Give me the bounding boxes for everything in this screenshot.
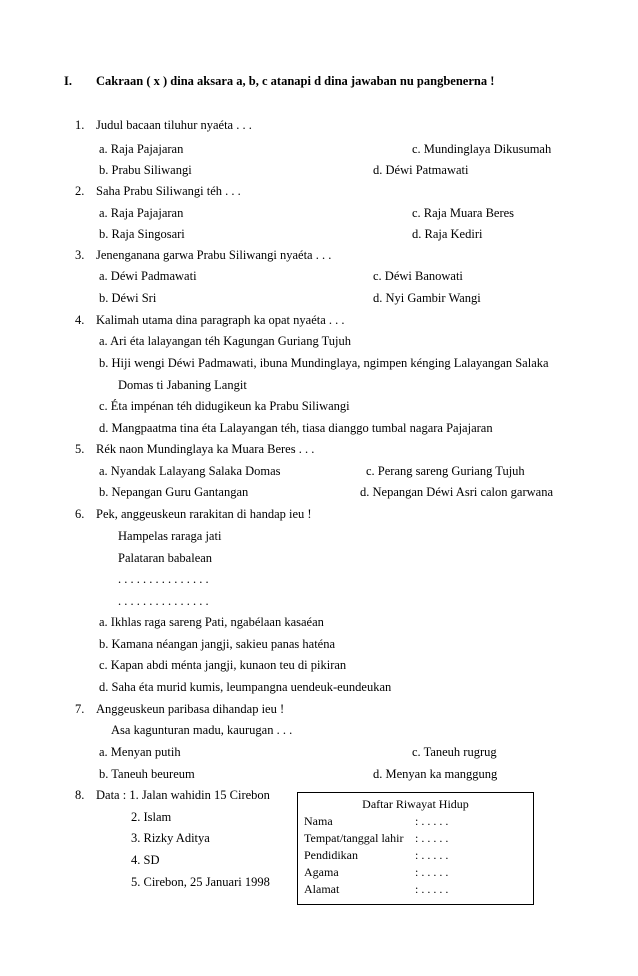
riwayat-row-value: : . . . . . (415, 882, 449, 896)
question-7-option-c: c. Taneuh rugrug (412, 745, 497, 759)
rarakitan-line-4-blank: . . . . . . . . . . . . . . . (118, 594, 209, 608)
question-1-option-b: b. Prabu Siliwangi (99, 163, 192, 177)
question-1-text: Judul bacaan tiluhur nyaéta . . . (96, 118, 252, 132)
riwayat-row-label: Nama (304, 814, 333, 828)
question-5-text: Rék naon Mundinglaya ka Muara Beres . . . (96, 442, 315, 456)
question-2-option-d: d. Raja Kediri (412, 227, 483, 241)
question-5-option-a: a. Nyandak Lalayang Salaka Domas (99, 464, 281, 478)
riwayat-row-label: Agama (304, 865, 339, 879)
riwayat-row-value: : . . . . . (415, 848, 449, 862)
riwayat-row-label: Alamat (304, 882, 340, 896)
question-2-number: 2. (75, 184, 85, 198)
question-1-option-c: c. Mundinglaya Dikusumah (412, 142, 552, 156)
question-2-text: Saha Prabu Siliwangi téh . . . (96, 184, 241, 198)
riwayat-row-label: Tempat/tanggal lahir (304, 831, 404, 845)
question-7-option-d: d. Menyan ka manggung (373, 767, 498, 781)
question-7-option-a: a. Menyan putih (99, 745, 181, 759)
question-6-option-d: d. Saha éta murid kumis, leumpangna uendeuk-eundeukan (99, 680, 392, 694)
question-6-option-c: c. Kapan abdi ménta jangji, kunaon teu di pikiran (99, 658, 347, 672)
question-4-text: Kalimah utama dina paragraph ka opat nyaéta . . . (96, 313, 345, 327)
question-6-text: Pek, anggeuskeun rarakitan di handap ieu ! (96, 507, 312, 521)
question-1-number: 1. (75, 118, 85, 132)
question-5-number: 5. (75, 442, 85, 456)
question-5-option-c: c. Perang sareng Guriang Tujuh (366, 464, 525, 478)
question-3-option-d: d. Nyi Gambir Wangi (373, 291, 481, 305)
question-8-data-1: Data : 1. Jalan wahidin 15 Cirebon (96, 788, 270, 802)
question-7-text: Anggeuskeun paribasa dihandap ieu ! (96, 702, 285, 716)
question-3-option-a: a. Déwi Padmawati (99, 269, 197, 283)
question-8-data-3: 3. Rizky Aditya (131, 831, 210, 845)
question-4-option-d: d. Mangpaatma tina éta Lalayangan téh, tiasa dianggo tumbal nagara Pajajaran (99, 421, 493, 435)
riwayat-hidup-box (297, 792, 534, 905)
rarakitan-line-1: Hampelas raraga jati (118, 529, 222, 543)
question-3-number: 3. (75, 248, 85, 262)
question-4-number: 4. (75, 313, 85, 327)
question-3-text: Jenenganana garwa Prabu Siliwangi nyaéta . . . (96, 248, 332, 262)
question-6-option-b: b. Kamana néangan jangji, sakieu panas haténa (99, 637, 336, 651)
rarakitan-line-3-blank: . . . . . . . . . . . . . . . (118, 572, 209, 586)
question-8-number: 8. (75, 788, 85, 802)
riwayat-row-value: : . . . . . (415, 814, 449, 828)
question-5-option-b: b. Nepangan Guru Gantangan (99, 485, 249, 499)
question-7-proverb: Asa kagunturan madu, kaurugan . . . (111, 723, 293, 737)
question-5-option-d: d. Nepangan Déwi Asri calon garwana (360, 485, 553, 499)
question-8-data-4: 4. SD (131, 853, 160, 867)
question-2-option-a: a. Raja Pajajaran (99, 206, 184, 220)
question-3-option-b: b. Déwi Sri (99, 291, 157, 305)
riwayat-row-label: Pendidikan (304, 848, 358, 862)
question-7-option-b: b. Taneuh beureum (99, 767, 195, 781)
question-4-option-a: a. Ari éta lalayangan téh Kagungan Guriang Tujuh (99, 334, 352, 348)
question-6-option-a: a. Ikhlas raga sareng Pati, ngabélaan kasaéan (99, 615, 324, 629)
section-number: I. (64, 74, 72, 88)
question-7-number: 7. (75, 702, 85, 716)
question-2-option-c: c. Raja Muara Beres (412, 206, 515, 220)
question-1-option-d: d. Déwi Patmawati (373, 163, 469, 177)
question-1-option-a: a. Raja Pajajaran (99, 142, 184, 156)
section-instruction: Cakraan ( x ) dina aksara a, b, c atanapi d dina jawaban nu pangbenerna ! (96, 74, 495, 88)
question-6-number: 6. (75, 507, 85, 521)
question-2-option-b: b. Raja Singosari (99, 227, 185, 241)
riwayat-row-value: : . . . . . (415, 831, 449, 845)
question-8-data-5: 5. Cirebon, 25 Januari 1998 (131, 875, 270, 889)
riwayat-row-value: : . . . . . (415, 865, 449, 879)
question-4-option-b-continued: Domas ti Jabaning Langit (118, 378, 247, 392)
rarakitan-line-2: Palataran babalean (118, 551, 213, 565)
question-3-option-c: c. Déwi Banowati (373, 269, 463, 283)
riwayat-hidup-title: Daftar Riwayat Hidup (362, 797, 469, 811)
question-4-option-c: c. Éta impénan téh didugikeun ka Prabu Siliwangi (99, 399, 350, 413)
question-8-data-2: 2. Islam (131, 810, 172, 824)
question-4-option-b: b. Hiji wengi Déwi Padmawati, ibuna Mundinglaya, ngimpen kénging Lalayangan Salaka (99, 356, 549, 370)
